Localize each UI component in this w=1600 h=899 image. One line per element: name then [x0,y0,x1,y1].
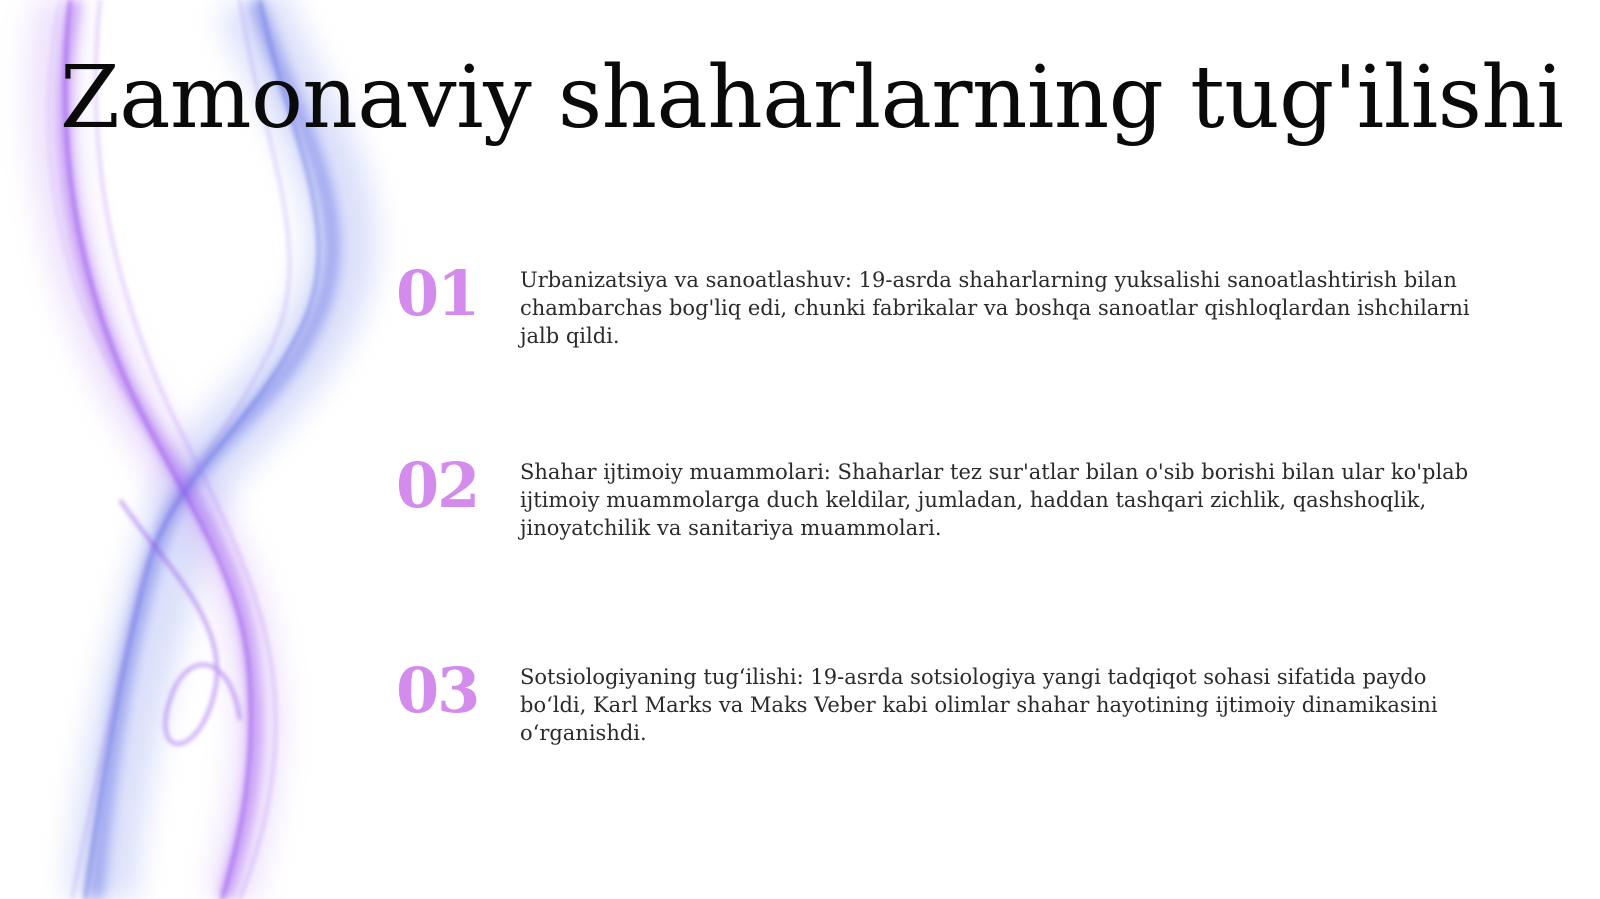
list-item [396,655,1496,765]
item-number: 02 [396,449,479,522]
item-text: Sotsiologiyaning tug‘ilishi: 19-asrda sotsiologiya yangi tadqiqot sohasi sifatida paydo bo‘ldi, Karl Marks va Maks Veber kabi olimlar shahar hayotining ijtimoiy dinamikasini o‘rganishdi. [520,665,1438,745]
item-text: Shahar ijtimoiy muammolari: Shaharlar tez sur'atlar bilan o'sib borishi bilan ular ko'plab ijtimoiy muammolarga duch keldilar, jumladan, haddan tashqari zichlik, qashshoqlik, jinoyatchilik va sanitariya muammolari. [520,460,1469,540]
item-text: Urbanizatsiya va sanoatlashuv: 19-asrda shaharlarning yuksalishi sanoatlashtirish bilan chambarchas bog'liq edi, chunki fabrikalar va boshqa sanoatlar qishloqlardan ishchilarni jalb qildi. [520,268,1470,348]
item-number: 01 [396,257,479,330]
list-item [396,450,1496,560]
item-number: 03 [396,654,479,727]
slide-title: Zamonaviy shaharlarning tug'ilishi [60,48,1564,148]
list-item [396,258,1496,368]
